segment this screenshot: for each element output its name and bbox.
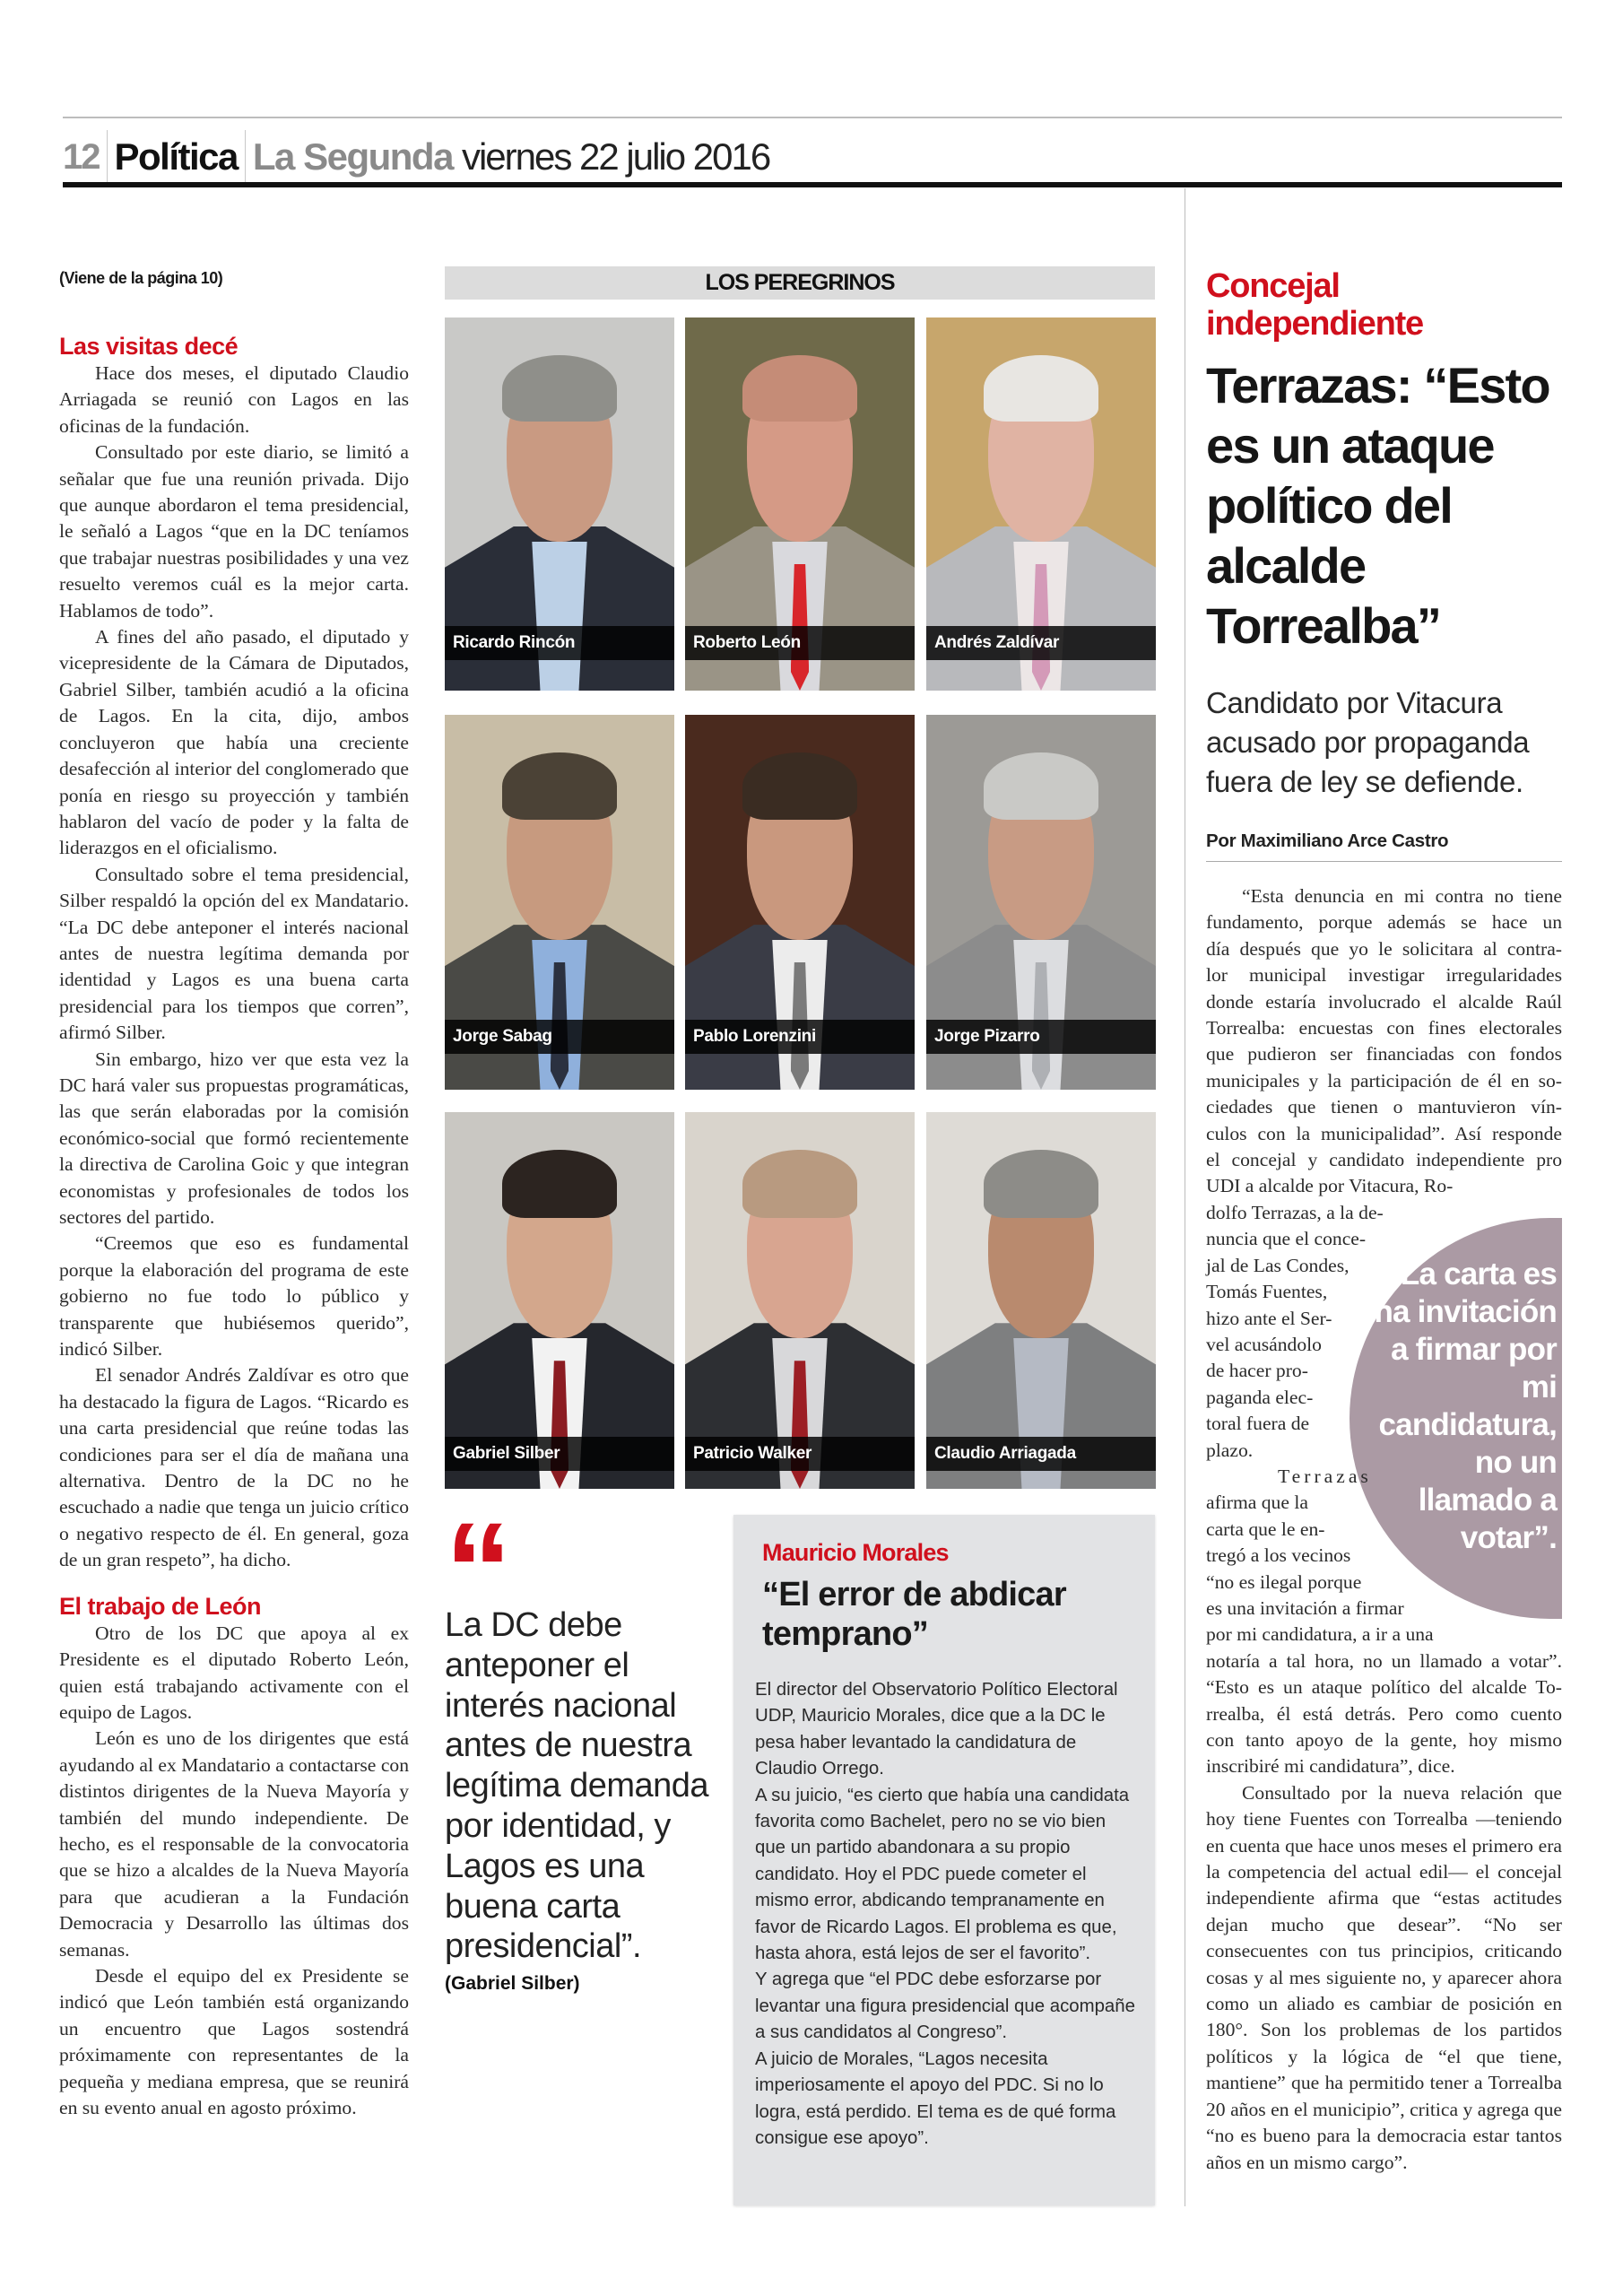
portrait-photo	[926, 715, 1156, 1090]
photo-caption: Patricio Walker	[685, 1437, 915, 1471]
text-line: paganda elec-	[1206, 1386, 1314, 1408]
text-line: culos con la municipalidad”. Así responde	[1206, 1122, 1562, 1144]
hair-shape	[502, 752, 617, 820]
text-line: “Esta denuncia en mi contra no tiene	[1242, 885, 1562, 907]
paragraph: Consultado por la nueva relación que hoy tiene Fuentes con Torrealba —teniendo en cuenta que hace unos meses el primero era la competencia del actual edil— el concejal independiente afirma que “estas actitudes dejan mucho que desear”. “No ser consecuentes con tus principios, criticando cosas y al mes siguiente no, y aparecer ahora como un aliado es cambiar de posición en 180°. Son los problemas de los partidos políticos y la lógica de “el que tiene, mantiene” que ha permitido tener a Torrealba 20 años en el municipio”, critica y agrega que “no es bueno para la democracia estar tantos años en un mismo cargo”.	[1206, 1781, 1562, 2173]
portrait-photo	[926, 317, 1156, 691]
portrait-photo	[685, 1112, 915, 1489]
pull-quote-attribution: (Gabriel Silber)	[445, 1973, 580, 1994]
text-line: de hacer pro-	[1206, 1360, 1308, 1382]
portrait-photo	[445, 317, 674, 691]
text-line: “no es ilegal porque	[1206, 1570, 1362, 1593]
text-line: día después que yo le solicitara al contra-	[1206, 937, 1562, 960]
hair-shape	[502, 355, 617, 422]
portrait-photo	[685, 317, 915, 691]
photo-caption: Claudio Arriagada	[926, 1437, 1156, 1471]
left-article-column	[59, 269, 409, 2121]
right-article-body	[1206, 883, 1562, 2176]
hair-shape	[742, 752, 857, 820]
photo-caption: Roberto León	[685, 626, 915, 660]
sidebar-title: “El error de abdicar temprano”	[762, 1576, 1066, 1653]
sidebar-paragraph: A juicio de Morales, “Lagos necesita imperiosamente el apoyo del PDC. Si no lo logra, está perdido. El tema es de qué forma consigue ese apoyo”.	[755, 2048, 1116, 2148]
portrait-photo	[445, 715, 674, 1090]
photo-caption: Ricardo Rincón	[445, 626, 674, 660]
section-name: Política	[108, 130, 246, 184]
photo-caption: Jorge Sabag	[445, 1020, 674, 1054]
paragraph: El senador Andrés Zaldívar es otro que ha destacado la figura de Lagos. “Ricardo es una carta presidencial que reúne todas las condiciones para ser el día de mañana una alternativa. Dentro de la DC no he escuchado a nadie que tenga un juicio crítico o negativo respecto de él. En general, goza de un gran respeto”, ha dicho.	[59, 1364, 409, 1571]
paragraph: “Creemos que eso es fundamental porque la elaboración del programa de este gobierno no fue todo lo público y transparente que hubiésemos querido”, indicó Silber.	[59, 1232, 409, 1361]
paragraph: Otro de los DC que apoya al ex Presidente es el diputado Roberto León, quien está trabajando activamente con el equipo de Lagos.	[59, 1622, 409, 1723]
text-line: el concejal y candidato independiente pro	[1206, 1149, 1562, 1171]
text-line: ciedades que tienen o mantuvieron vín-	[1206, 1096, 1562, 1118]
issue-date: viernes 22 julio 2016	[461, 135, 770, 178]
hair-shape	[502, 1150, 617, 1218]
photo-caption: Andrés Zaldívar	[926, 626, 1156, 660]
circle-pull-quote: “La carta es una invitación a firmar por mi candidatura, no un llamado a votar”.	[1355, 1257, 1557, 1555]
text-line: Tomás Fuentes,	[1206, 1281, 1328, 1303]
paragraph: A fines del año pasado, el diputado y vicepresidente de la Cámara de Diputados, Gabriel Silber, también acudió a la oficina de Lagos. En la cita, dijo, ambos concluyeron que había una creciente desafección al interior del conglomerado que ponía en riesgo su proyección y también hablaron del vacío de poder y la falta de liderazgos en el oficialismo.	[59, 626, 409, 859]
text-line: plazo.	[1206, 1439, 1254, 1461]
text-line: fundamento, porque además se hace un	[1206, 911, 1562, 934]
right-article-headline: Terrazas: “Esto es un ataque político del alcalde Torrealba”	[1206, 357, 1549, 654]
text-line: por mi candidatura, a ir a una	[1206, 1623, 1434, 1646]
paragraph: Consultado por este diario, se limitó a señalar que fue una reunión privada. Dijo que aunque abordaron el tema presidencial, le señaló a Lagos “que en la DC teníamos que trabajar nuestras posibilidades y una vez resuelto veremos cuál es la mejor carta. Hablamos de todo”.	[59, 441, 409, 622]
text-line: toral fuera de	[1206, 1413, 1310, 1435]
byline-rule	[1206, 861, 1562, 862]
text-line: carta que le en-	[1206, 1518, 1325, 1540]
photo-caption: Jorge Pizarro	[926, 1020, 1156, 1054]
text-line: que pudieron ser financiadas con fondos	[1206, 1043, 1562, 1065]
paragraph: Hace dos meses, el diputado Claudio Arriagada se reunió con Lagos en las oficinas de la fundación.	[59, 362, 409, 437]
text-line: tregó a los vecinos	[1206, 1544, 1351, 1567]
paragraph: Sin embargo, hizo ver que esta vez la DC hará valer sus propuestas programáticas, las que serán elaboradas por la comisión económico-social que formó recientemente la directiva de Carolina Goic y que integran economistas y profesionales de todos los sectores del partido.	[59, 1048, 409, 1228]
continued-from-label: (Viene de la página 10)	[59, 269, 223, 287]
text-line: donde estaría involucrado el alcalde Raúl	[1206, 990, 1562, 1013]
article-body-part-2	[59, 1621, 409, 2122]
page-number: 12	[63, 130, 108, 184]
text-line: “Esto es un ataque político del alcalde To-	[1206, 1676, 1562, 1699]
photo-grid-title: LOS PEREGRINOS	[445, 266, 1155, 300]
right-article-kicker: Concejal independiente	[1206, 267, 1423, 343]
text-line: notaría a tal hora, no un llamado a votar”.	[1206, 1649, 1562, 1672]
header-top-rule	[63, 117, 1562, 118]
portrait-photo	[445, 1112, 674, 1489]
masthead	[63, 126, 769, 188]
sidebar-paragraph: Y agrega que “el PDC debe esforzarse por levantar una figura presidencial que acompañe a sus candidatos al Congreso”.	[755, 1970, 1135, 2043]
photo-caption: Pablo Lorenzini	[685, 1020, 915, 1054]
subhead-las-visitas: Las visitas decé	[59, 333, 239, 360]
sidebar-kicker: Mauricio Morales	[762, 1539, 949, 1566]
text-line: hizo ante el Ser-	[1206, 1307, 1332, 1329]
portrait-photo	[926, 1112, 1156, 1489]
byline: Por Maximiliano Arce Castro	[1206, 831, 1449, 851]
text-line: inscribiré mi candidatura”, dice.	[1206, 1755, 1455, 1778]
hair-shape	[984, 355, 1098, 422]
hair-shape	[984, 1150, 1098, 1218]
sidebar-paragraph: El director del Observatorio Político Electoral UDP, Mauricio Morales, dice que a la DC le pesa haber levantado la candidatura de Claudio Orrego.	[755, 1680, 1118, 1779]
quote-mark-icon	[445, 1516, 505, 1587]
text-line: dolfo Terrazas, a la de-	[1206, 1201, 1384, 1223]
text-line: vel acusándolo	[1206, 1333, 1322, 1355]
article-body-part-1	[59, 361, 409, 1574]
text-line: municipales y la participación de él en so-	[1206, 1069, 1562, 1091]
subhead-el-trabajo-de-leon: El trabajo de León	[59, 1592, 262, 1620]
hair-shape	[742, 1150, 857, 1218]
newspaper-name: La Segunda	[252, 135, 453, 178]
sidebar-paragraph: A su juicio, “es cierto que había una candidata favorita como Bachelet, pero no se vio bien que un partido abandonara a su propio candidato. Hoy el PDC puede cometer el mismo error, abdicando tempranamente en favor de Ricardo Lagos. El problema es que, hasta ahora, está lejos de ser el favorito”.	[755, 1785, 1130, 1964]
pull-quote-text: La DC debe anteponer el interés nacional antes de nuestra legítima demanda por identidad, y Lagos es una buena carta presidencial”.	[445, 1606, 709, 1966]
sidebar-body	[755, 1677, 1141, 2152]
paragraph: Consultado sobre el tema presidencial, Silber respaldó la opción del ex Mandatario. “La DC debe anteponer el interés nacional antes de nuestra legítima demanda por identidad y Lagos es una buena carta presidencial para los tiempos que corren”, afirmó Silber.	[59, 863, 409, 1044]
text-line: afirma que la	[1206, 1492, 1308, 1514]
hair-shape	[984, 752, 1098, 820]
photo-caption: Gabriel Silber	[445, 1437, 674, 1471]
text-line: lor municipal investigar irregularidades	[1206, 964, 1562, 987]
right-article-deck: Candidato por Vitacura acusado por propaganda fuera de ley se defiende.	[1206, 686, 1530, 798]
hair-shape	[742, 355, 857, 422]
text-line: nuncia que el conce-	[1206, 1228, 1367, 1250]
text-line: Torrealba: encuestas con fines electorales	[1206, 1017, 1562, 1039]
header-bottom-rule	[63, 182, 1562, 187]
text-line: jal de Las Condes,	[1206, 1254, 1350, 1276]
text-line: UDI a alcalde por Vitacura, Ro-	[1206, 1175, 1454, 1197]
text-line: es una invitación a firmar	[1206, 1596, 1404, 1619]
text-line: rrealba, él está detrás. Pero como cuento	[1206, 1702, 1562, 1725]
paragraph: León es uno de los dirigentes que está ayudando al ex Mandatario a contactarse con distintos dirigentes de la Nueva Mayoría y también del mundo independiente. De hecho, es el responsable de la convocatoria que se hizo a alcaldes de la Nueva Mayoría para que acudieran a la Fundación Democracia y Desarrollo las últimas dos semanas.	[59, 1727, 409, 1961]
text-line: Terrazas	[1278, 1465, 1372, 1487]
paragraph: Desde el equipo del ex Presidente se indicó que León también está organizando un encuentro que Lagos sostendrá próximamente con representantes de la pequeña y mediana empresa, que se reunirá en su evento anual en agosto próximo.	[59, 1964, 409, 2118]
portrait-photo	[685, 715, 915, 1090]
text-line: con tanto apoyo de la gente, hoy mismo	[1206, 1729, 1562, 1751]
